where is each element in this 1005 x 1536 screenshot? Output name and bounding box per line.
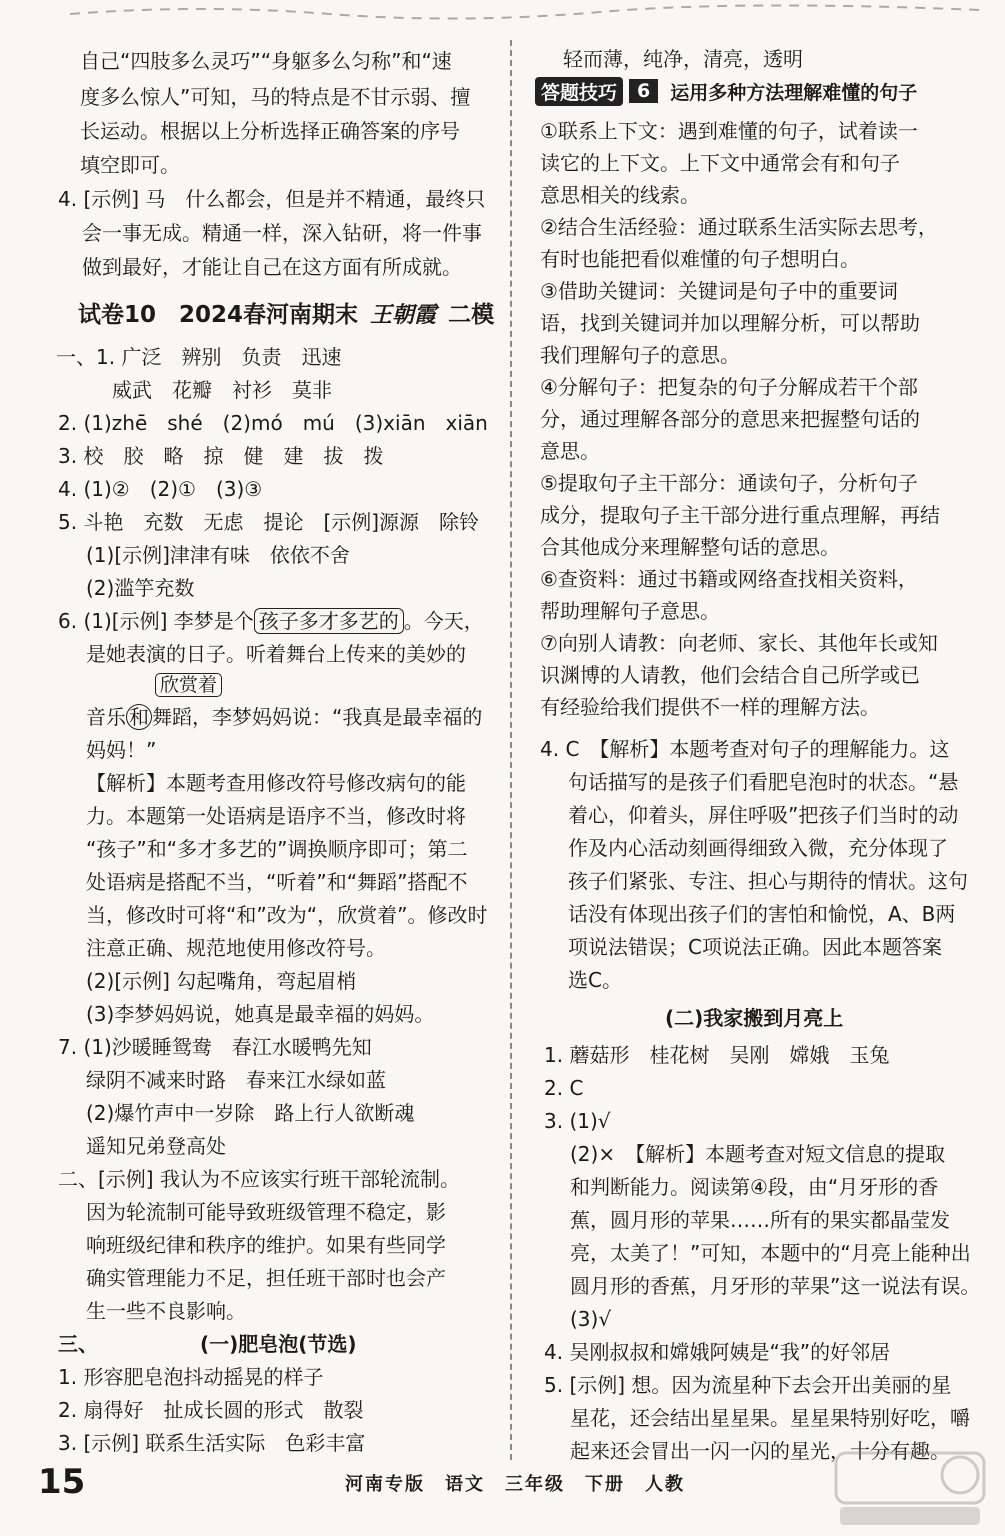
exam-line-7: (1)[示例]津津有味 依依不舍 (86, 543, 350, 567)
analysis-line-1: 【解析】本题考查用修改符号修改病句的能 (86, 771, 466, 795)
q6-line-1 (58, 608, 484, 634)
exam-line-3: 2. (1)zhē shé (2)mó mú (3)xiān xiān (58, 411, 488, 435)
s2-line-10: 4. 吴刚叔叔和嫦娥阿姨是“我”的好邻居 (544, 1340, 891, 1364)
s2-line-8: 圆月形的香蕉，月牙形的苹果”这一说法有误。 (570, 1274, 981, 1298)
q6-boxed-correction: 孩子多才多艺的 (254, 608, 404, 634)
s2-line-11: 5. [示例] 想。因为流星种下去会开出美丽的星 (544, 1373, 952, 1397)
q6-line-3 (86, 704, 482, 730)
tip-number: 6 (629, 79, 658, 103)
tip-header (535, 77, 917, 105)
tip-line-14: 合其他成分来理解整句话的意思。 (540, 535, 840, 559)
s2-line-7: 亮，太美了！”可知，本题中的“月亮上能种出 (570, 1241, 971, 1265)
tip-line-12: ⑤提取句子主干部分：通读句子，分析句子 (540, 471, 918, 495)
tip-line-5: 有时也能把看似难懂的句子想明白。 (540, 247, 860, 271)
tip-line-16: 帮助理解句子意思。 (540, 599, 720, 623)
q4-line-4: 作及内心活动刻画得细致入微，充分体现了 (568, 836, 948, 860)
q4-line-2: 句话描写的是孩子们看肥皂泡时的状态。“悬 (568, 770, 959, 794)
exam-line-8: (2)滥竽充数 (86, 576, 195, 600)
exam-title-main: 试卷10 2024春河南期末 (78, 302, 359, 328)
s2-line-5: 和判断能力。阅读第④段，由“月牙形的香 (570, 1175, 939, 1199)
q6-circled-char: 和 (126, 704, 152, 730)
exam-line-1: 一、1. 广泛 辨别 负责 迅速 (56, 345, 342, 369)
top-decoration (0, 0, 1005, 30)
analysis-line-6: 注意正确、规范地使用修改符号。 (86, 936, 386, 960)
q6-line-2: 是她表演的日子。听着舞台上传来的美妙的 (86, 642, 466, 666)
tip-line-13: 成分，提取句子主干部分进行重点理解，再结 (540, 503, 940, 527)
tip-line-17: ⑦向别人请教：向老师、家长、其他年长或知 (540, 631, 938, 655)
poem-line-3: (2)爆竹声中一岁除 路上行人欲断魂 (86, 1101, 415, 1125)
tip-line-1: ①联系上下文：遇到难懂的句子，试着读一 (540, 119, 918, 143)
tip-line-9: ④分解句子：把复杂的句子分解成若干个部 (540, 375, 918, 399)
q4-line-3: 着心，仰着头，屏住呼吸”把孩子们当时的动 (568, 803, 959, 827)
brand-logo: 王朝霞 (370, 302, 437, 328)
s2-line-6: 蕉，圆月形的苹果……所有的果实都晶莹发 (570, 1208, 950, 1232)
q4-line-1: 4. C 【解析】本题考查对句子的理解能力。这 (540, 737, 950, 761)
analysis-line-3: “孩子”和“多才多艺的”调换顺序即可；第二 (86, 837, 468, 861)
left-line-2: 度多么惊人”可知，马的特点是不甘示弱、擅 (80, 85, 471, 109)
column-divider (510, 40, 512, 1460)
analysis-line-5: 当，修改时可将“和”改为“，欣赏着”。修改时 (86, 903, 488, 927)
s1-line-3: 3. [示例] 联系生活实际 色彩丰富 (58, 1431, 366, 1455)
s2-line-13: 起来还会冒出一闪一闪的星光，十分有趣。 (570, 1439, 950, 1463)
q6-prefix: 6. (1)[示例] 李梦是个 (58, 609, 254, 633)
essay-line-5: 生一些不良影响。 (86, 1299, 246, 1323)
left-line-7: 做到最好，才能让自己在这方面有所成就。 (82, 255, 462, 279)
tip-line-6: ③借助关键词：关键词是句子中的重要词 (540, 279, 898, 303)
analysis-line-8: (3)李梦妈妈说，她真是最幸福的妈妈。 (86, 1002, 435, 1026)
analysis-line-2: 力。本题第一处语病是语序不当，修改时将 (86, 804, 466, 828)
exam-line-2: 威武 花瓣 衬衫 莫非 (112, 378, 332, 402)
q4-line-7: 项说法错误；C项说法正确。因此本题答案 (568, 935, 942, 959)
essay-line-1: 二、[示例] 我认为不应该实行班干部轮流制。 (58, 1167, 460, 1191)
exam-title-tail: 二模 (448, 302, 495, 328)
s2-line-12: 星花，还会结出星星果。星星果特别好吃，嚼 (570, 1406, 970, 1430)
tip-line-3: 意思相关的线索。 (540, 183, 700, 207)
s1-line-2: 2. 扇得好 扯成长圆的形式 散裂 (58, 1398, 364, 1422)
q4-line-5: 孩子们紧张、专注、担心与期待的情状。这句 (568, 869, 968, 893)
section-one-title: (一)肥皂泡(节选) (200, 1332, 357, 1356)
s2-line-2: 2. C (544, 1076, 584, 1100)
tip-title: 运用多种方法理解难懂的句子 (670, 81, 918, 104)
analysis-line-4: 处语病是搭配不当，“听着”和“舞蹈”搭配不 (86, 870, 468, 894)
q6-line3b: 舞蹈，李梦妈妈说：“我真是最幸福的 (152, 705, 483, 729)
exam-line-6: 5. 斗艳 充数 无虑 提论 [示例]源源 除铃 (58, 510, 480, 534)
poem-line-4: 遥知兄弟登高处 (86, 1134, 226, 1158)
q6-line-4: 妈妈！” (86, 738, 157, 762)
s2-line-9: (3)√ (570, 1307, 612, 1331)
tip-line-18: 识渊博的人请教，他们会结合自己所学或已 (540, 663, 920, 687)
footer-info: 河南专版 语文 三年级 下册 人教 (345, 1474, 685, 1495)
essay-line-3: 响班级纪律和秩序的维护。如果有些同学 (86, 1233, 446, 1257)
q4-line-6: 话没有体现出孩子们的害怕和愉悦，A、B两 (568, 902, 956, 926)
watermark-logo (830, 1445, 990, 1530)
analysis-line-7: (2)[示例] 勾起嘴角，弯起眉梢 (86, 969, 357, 993)
tip-line-11: 意思。 (540, 439, 600, 463)
s2-line-1: 1. 蘑菇形 桂花树 吴刚 嫦娥 玉兔 (544, 1043, 890, 1067)
left-line-3: 长运动。根据以上分析选择正确答案的序号 (80, 119, 460, 143)
q6-insert-text: 欣赏着 (155, 673, 222, 697)
tip-line-15: ⑥查资料：通过书籍或网络查找相关资料， (540, 567, 918, 591)
exam-line-4: 3. 校 胶 略 掠 健 建 拔 拨 (58, 444, 384, 468)
s2-line-4: (2)× 【解析】本题考查对短文信息的提取 (570, 1142, 946, 1166)
q4-line-8: 选C。 (568, 968, 622, 992)
tip-line-8: 我们理解句子的意思。 (540, 343, 740, 367)
left-line-5: 4. [示例] 马 什么都会，但是并不精通，最终只 (58, 187, 486, 211)
essay-line-4: 确实管理能力不足，担任班干部时也会产 (86, 1266, 446, 1290)
tip-line-4: ②结合生活经验：通过联系生活实际去思考， (540, 215, 938, 239)
section-two-title: (二)我家搬到月亮上 (665, 1006, 844, 1030)
q6-line3a: 音乐 (86, 705, 126, 729)
poem-line-1: 7. (1)沙暖睡鸳鸯 春江水暖鸭先知 (58, 1035, 372, 1059)
section-three-label: 三、 (58, 1332, 98, 1356)
q6-insert-mark (155, 672, 222, 698)
exam-title (78, 302, 494, 328)
tip-line-19: 有经验给我们提供不一样的理解方法。 (540, 695, 880, 719)
tip-line-10: 分，通过理解各部分的意思来把握整句话的 (540, 407, 920, 431)
s1-line-1: 1. 形容肥皂泡抖动摇晃的样子 (58, 1365, 324, 1389)
exam-line-5: 4. (1)② (2)① (3)③ (58, 477, 263, 501)
tip-line-2: 读它的上下文。上下文中通常会有和句子 (540, 151, 900, 175)
essay-line-2: 因为轮流制可能导致班级管理不稳定，影 (86, 1200, 446, 1224)
q6-suffix: 。今天， (403, 609, 484, 633)
poem-line-2: 绿阴不减来时路 春来江水绿如蓝 (86, 1068, 386, 1092)
left-line-4: 填空即可。 (80, 153, 180, 177)
left-line-1: 自己“四肢多么灵巧”“身躯多么匀称”和“速 (80, 49, 452, 73)
tip-line-7: 语，找到关键词并加以理解分析，可以帮助 (540, 311, 920, 335)
tip-badge: 答题技巧 (535, 77, 623, 106)
right-top-line: 轻而薄，纯净，清亮，透明 (563, 47, 803, 71)
s2-line-3: 3. (1)√ (544, 1109, 611, 1133)
left-line-6: 会一事无成。精通一样，深入钻研，将一件事 (82, 221, 482, 245)
page-number: 15 (38, 1462, 86, 1502)
